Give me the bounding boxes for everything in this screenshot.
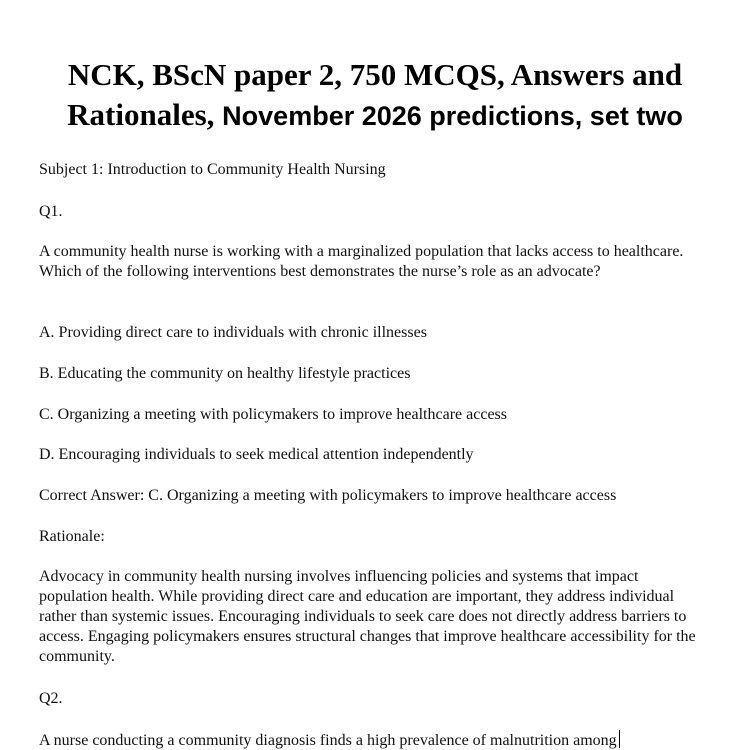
question-1-rationale: Advocacy in community health nursing involves influencing policies and systems that impact population health. While providing direct care and education are important, they address individual rather than systemic issues. Encouraging individuals to seek care does not directly address barriers to access. Engaging policymakers ensures structural changes that improve healthcare accessibility for the community. bbox=[39, 568, 696, 665]
document-title-line-1: NCK, BScN paper 2, 750 MCQS, Answers and bbox=[67, 57, 683, 92]
subject-heading: Subject 1: Introduction to Community Health Nursing bbox=[39, 161, 386, 178]
question-1-option-d: D. Encouraging individuals to seek medical attention independently bbox=[39, 446, 474, 463]
title-line-2-serif-part: Rationales, bbox=[67, 97, 223, 132]
question-1-label: Q1. bbox=[39, 203, 63, 220]
question-1-stem: A community health nurse is working with a marginalized population that lacks access to healthcare. Which of the following interventions best demonstrates the nurse’s role as an advocate? bbox=[39, 243, 684, 280]
text-cursor bbox=[619, 730, 620, 748]
question-1-option-a: A. Providing direct care to individuals with chronic illnesses bbox=[39, 324, 427, 341]
question-2-stem-text: A nurse conducting a community diagnosis finds a high prevalence of malnutrition among bbox=[39, 732, 617, 749]
document-title-line-2 bbox=[20, 96, 730, 135]
question-2-label: Q2. bbox=[39, 690, 63, 707]
question-1-correct-answer: Correct Answer: C. Organizing a meeting with policymakers to improve healthcare access bbox=[39, 487, 617, 504]
question-2-stem bbox=[39, 730, 707, 750]
rationale-label: Rationale: bbox=[39, 528, 105, 545]
question-1-option-b: B. Educating the community on healthy lifestyle practices bbox=[39, 365, 411, 382]
title-line-2-sans-part: November 2026 predictions, set two bbox=[222, 101, 683, 131]
question-1-option-c: C. Organizing a meeting with policymakers to improve healthcare access bbox=[39, 406, 507, 423]
